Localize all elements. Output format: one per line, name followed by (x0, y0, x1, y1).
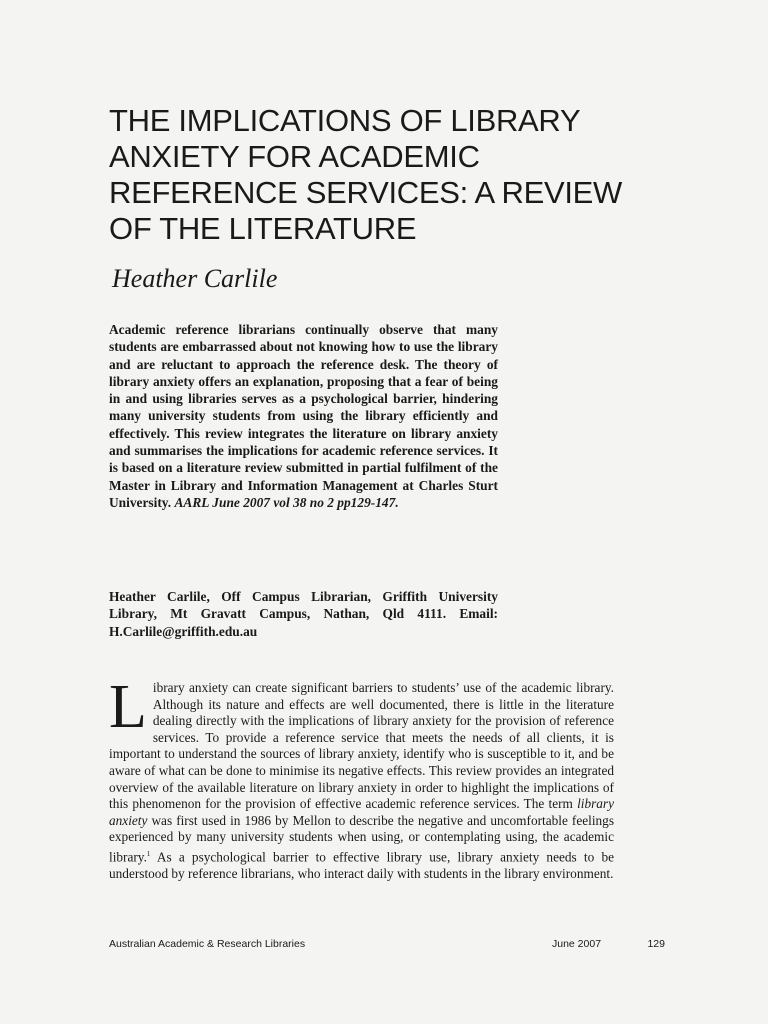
body-text-part-1: ibrary anxiety can create significant barriers to students’ use of the academic library. Although its nature and effects are well documented, there is little in the literature dealing directly with the implications of library anxiety for the provision of reference services. To provide a reference service that meets the needs of all clients, it is important to understand the sources of library anxiety, identify who is susceptible to it, and be aware of what can be done to minimise its negative effects. This review provides an integrated overview of the available literature on library anxiety in order to highlight the implications of this phenomenon for the provision of effective academic reference services. The term (109, 680, 614, 812)
body-term: library anxiety (109, 796, 614, 828)
article-title (109, 103, 629, 247)
title-line-3: REFERENCE SERVICES: A REVIEW (109, 175, 622, 210)
page-footer (109, 938, 665, 954)
body-paragraph (109, 673, 614, 883)
footer-date: June 2007 (552, 938, 602, 950)
footer-page-number: 129 (647, 938, 665, 950)
author-affiliation: Heather Carlile, Off Campus Librarian, Griffith University Library, Mt Gravatt Campus, Nathan, Qld 4111. Email: H.Carlile@griffith.edu.au (109, 589, 498, 639)
body-text-part-2: was first used in 1986 by Mellon to describe the negative and uncomfortable feelings experienced by many university students when using, or contemplating using, the academic library. (109, 812, 614, 865)
abstract-text: Academic reference librarians continually observe that many students are embarrassed about not knowing how to use the library and are reluctant to approach the reference desk. The theory of library anxiety offers an explanation, proposing that a fear of being in and using libraries serves as a psychological barrier, hindering many university students from using the library efficiently and effectively. This review integrates the literature on library anxiety and summarises the implications for academic reference services. It is based on a literature review submitted in partial fulfilment of the Master in Library and Information Management at Charles Sturt University. (109, 322, 498, 510)
footnote-mark[interactable]: 1 (146, 849, 151, 858)
abstract-citation: AARL June 2007 vol 38 no 2 pp129-147. (174, 494, 399, 510)
title-line-2: ANXIETY FOR ACADEMIC (109, 139, 480, 174)
author-name: Heather Carlile (112, 264, 278, 293)
abstract (109, 321, 498, 511)
title-line-1: THE IMPLICATIONS OF LIBRARY (109, 103, 581, 138)
body-text-part-3: As a psychological barrier to effective library use, library anxiety needs to be understood by reference librarians, who interact daily with students in the library environment. (109, 849, 614, 881)
drop-cap: L (109, 673, 147, 741)
footer-journal: Australian Academic & Research Libraries (109, 938, 306, 950)
title-line-4: OF THE LITERATURE (109, 211, 417, 246)
